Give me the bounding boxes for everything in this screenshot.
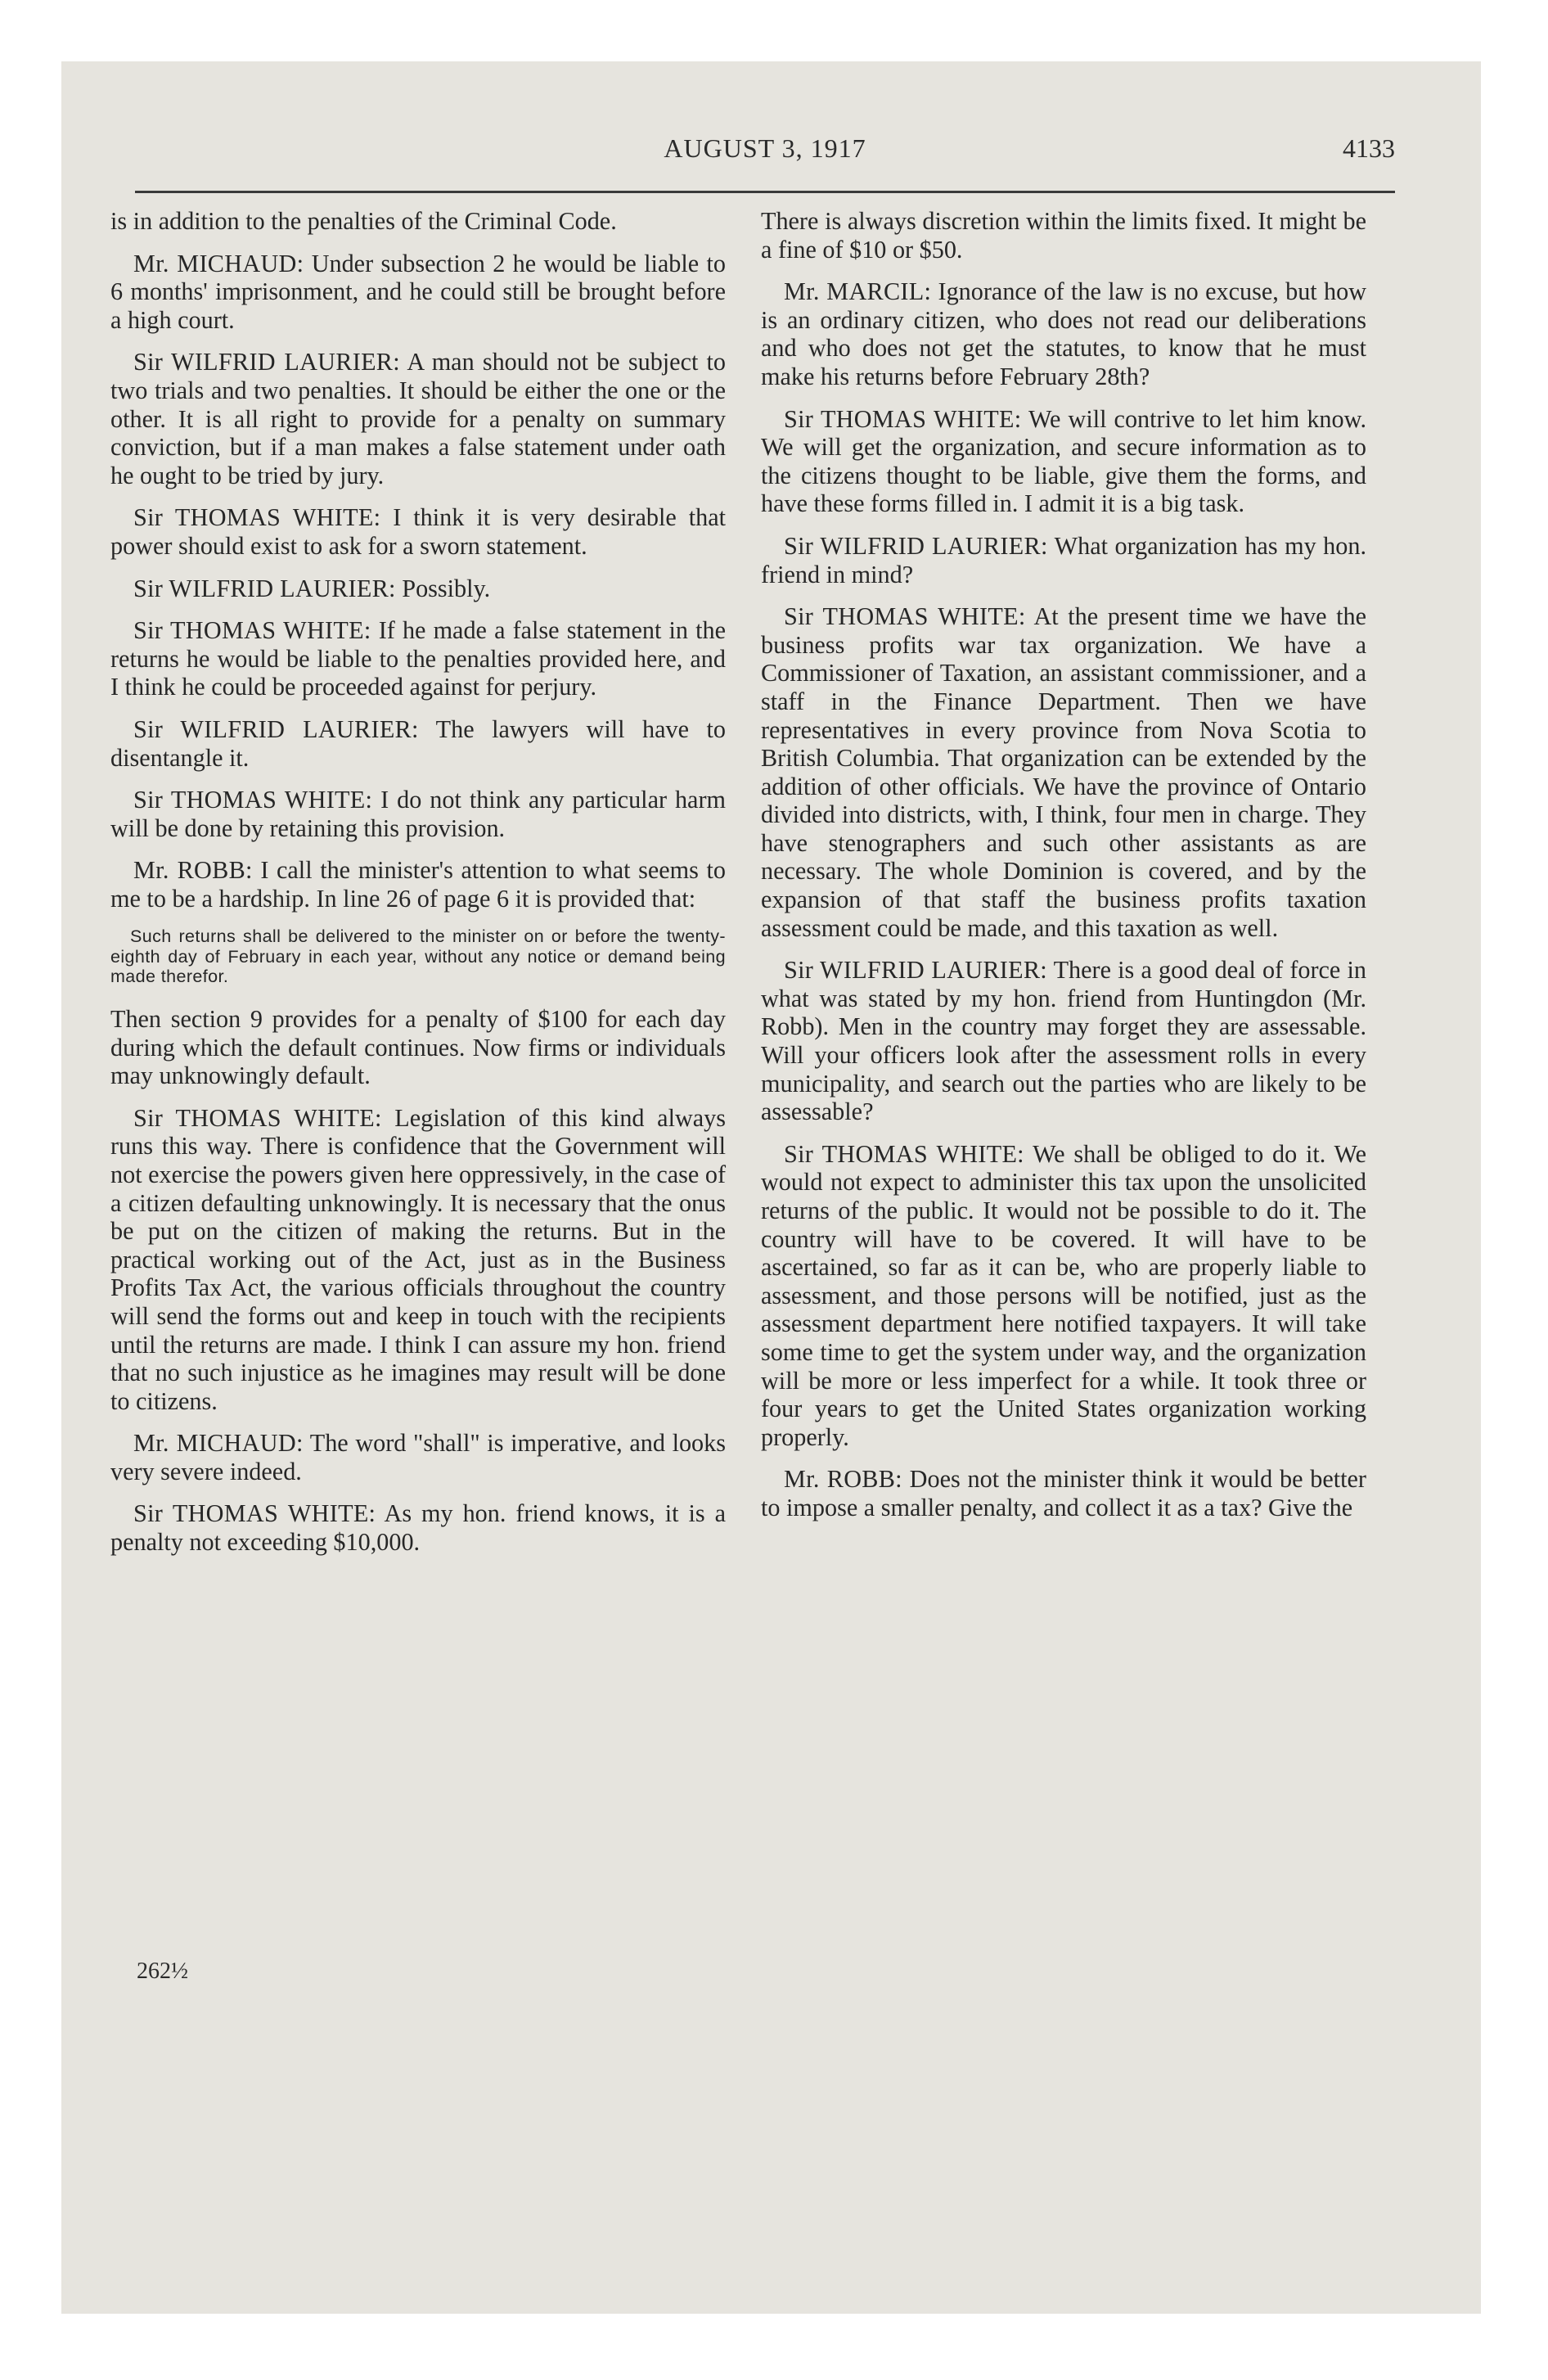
speaker-name: Sir THOMAS WHITE: xyxy=(133,1103,382,1132)
speech-paragraph xyxy=(110,207,726,236)
speech-paragraph xyxy=(110,856,726,913)
speech-paragraph xyxy=(110,503,726,560)
speaker-name: Mr. MARCIL: xyxy=(784,277,932,306)
speech-text: The lawyers will have to disentangle it. xyxy=(110,714,726,772)
speech-text: There is a good deal of force in what was stated by my hon. friend from Huntingdon (Mr. Robb). Men in the country may forget they are assessable. Will your officers look after the assessment rolls in every municipality, and search out the parties who are likely to be assessable? xyxy=(761,956,1366,1126)
speech-paragraph xyxy=(110,715,726,772)
speech-paragraph xyxy=(110,786,726,842)
speech-paragraph xyxy=(110,1104,726,1416)
speech-text: As my hon. friend knows, it is a penalty not exceeding $10,000. xyxy=(110,1499,726,1557)
speech-text: I think it is very desirable that power should exist to ask for a sworn statement. xyxy=(110,503,727,560)
speaker-name: Mr. MICHAUD: xyxy=(133,249,304,277)
speaker-name: Sir WILFRID LAURIER: xyxy=(784,531,1048,560)
speech-text: Does not the minister think it would be better to impose a smaller penalty, and collect it as a tax? Give the xyxy=(761,1465,1366,1521)
page-header xyxy=(135,133,1395,183)
speech-text: We will contrive to let him know. We will get the organization, and secure information as to the citizens thought to be liable, give them the forms, and have these forms filled in. I admit it is a big task. xyxy=(761,404,1366,518)
header-rule xyxy=(135,191,1395,193)
speech-text: Such returns shall be delivered to the minister on or before the twenty-eighth day of February in each year, without any notice or demand being made therefor. xyxy=(110,926,726,987)
speech-paragraph xyxy=(761,602,1366,942)
speaker-name: Mr. MICHAUD: xyxy=(133,1429,304,1458)
speech-text: Possibly. xyxy=(402,574,491,602)
speech-text: is in addition to the penalties of the Criminal Code. xyxy=(110,207,617,235)
speech-paragraph xyxy=(110,1005,726,1090)
speech-paragraph xyxy=(110,616,726,701)
speech-text: I do not think any particular harm will be done by retaining this provision. xyxy=(110,786,726,842)
left-column xyxy=(110,207,726,1571)
speech-text: Ignorance of the law is no excuse, but how is an ordinary citizen, who does not read our deliberations and who does not get the statutes, to know that he must make his returns before February 28th? xyxy=(761,277,1366,390)
speech-paragraph xyxy=(110,1429,726,1485)
right-column xyxy=(761,207,1366,1536)
page-date: AUGUST 3, 1917 xyxy=(664,133,866,163)
speech-text: I call the minister's attention to what seems to me to be a hardship. In line 26 of page 6 it is provided that: xyxy=(110,856,726,913)
speech-paragraph xyxy=(761,207,1366,264)
speech-paragraph xyxy=(761,956,1366,1126)
speech-text: There is always discretion within the limits fixed. It might be a fine of $10 or $50. xyxy=(761,207,1366,264)
speech-paragraph xyxy=(110,250,726,335)
speaker-name: Sir THOMAS WHITE: xyxy=(133,786,373,814)
speaker-name: Sir WILFRID LAURIER: xyxy=(133,714,419,743)
speech-paragraph xyxy=(110,348,726,489)
speech-paragraph xyxy=(761,405,1366,518)
speaker-name: Sir THOMAS WHITE: xyxy=(133,503,381,532)
speaker-name: Sir THOMAS WHITE: xyxy=(784,404,1022,433)
speech-paragraph xyxy=(761,1465,1366,1521)
signature-mark: 262½ xyxy=(137,1959,188,1984)
speech-text: If he made a false statement in the returns he would be liable to the penalties provided here, and I think he could be proceeded against for perjury. xyxy=(110,616,726,701)
speaker-name: Mr. ROBB: xyxy=(784,1465,902,1494)
speaker-name: Sir THOMAS WHITE: xyxy=(133,616,371,645)
speech-paragraph xyxy=(761,1140,1366,1452)
speech-paragraph xyxy=(761,277,1366,390)
speech-text: Legislation of this kind always runs this way. There is confidence that the Government will not exercise the powers given here oppressively, in the case of a citizen defaulting unknowingly. It is necessary that the onus be put on the citizen of making the returns. But in the practical working out of the Act, just as in the Business Profits Tax Act, the various officials throughout the country will send the forms out and keep in touch with the recipients until the returns are made. I think I can assure my hon. friend that no such injustice as he imagines may result will be done to citizens. xyxy=(110,1103,726,1415)
speaker-name: Sir WILFRID LAURIER: xyxy=(133,348,400,376)
speaker-name: Sir THOMAS WHITE: xyxy=(784,1139,1024,1168)
speech-text: The word "shall" is imperative, and looks very severe indeed. xyxy=(110,1429,726,1485)
speaker-name: Sir WILFRID LAURIER: xyxy=(133,574,396,602)
hansard-page xyxy=(61,61,1481,2314)
quoted-passage xyxy=(110,926,726,987)
speech-paragraph xyxy=(110,1499,726,1556)
speaker-name: Sir THOMAS WHITE: xyxy=(133,1499,376,1528)
speech-text: Under subsection 2 he would be liable to 6 months' imprisonment, and he could still be brought before a high court. xyxy=(110,249,727,334)
speech-text: Then section 9 provides for a penalty of $100 for each day during which the default continues. Now firms or individuals may unknowingly default. xyxy=(110,1004,726,1090)
speech-text: What organization has my hon. friend in mind? xyxy=(761,531,1366,588)
speaker-name: Mr. ROBB: xyxy=(133,856,253,885)
page-number: 4133 xyxy=(1343,133,1395,163)
speech-text: A man should not be subject to two trials and two penalties. It should be either the one or the other. It is all right to provide for a penalty on summary conviction, but if a man makes a false statement under oath he ought to be tried by jury. xyxy=(110,348,726,489)
speech-paragraph xyxy=(110,575,726,603)
speaker-name: Sir THOMAS WHITE: xyxy=(784,602,1026,631)
speech-text: We shall be obliged to do it. We would not expect to administer this tax upon the unsolicited returns of the public. It would not be possible to do it. The country will have to be covered. It will have to be ascertained, so far as it can be, who are properly liable to assessment, and those persons will be notified, just as the assessment department here notified taxpayers. It will take some time to get the system under way, and the organization will be more or less imperfect for a while. It took three or four years to get the United States organization working properly. xyxy=(761,1139,1366,1451)
speaker-name: Sir WILFRID LAURIER: xyxy=(784,956,1047,985)
speech-paragraph xyxy=(761,532,1366,588)
speech-text: At the present time we have the business profits war tax organization. We have a Commissioner of Taxation, an assistant commissioner, and a staff in the Finance Department. Then we have representatives in every province from Nova Scotia to British Columbia. That organization can be extended by the addition of other officials. We have the province of Ontario divided into districts, with, I think, four men in charge. They have stenographers and such other assistants as are necessary. The whole Dominion is covered, and by the expansion of that staff the business profits taxation assessment could be made, and this taxation as well. xyxy=(761,602,1366,942)
